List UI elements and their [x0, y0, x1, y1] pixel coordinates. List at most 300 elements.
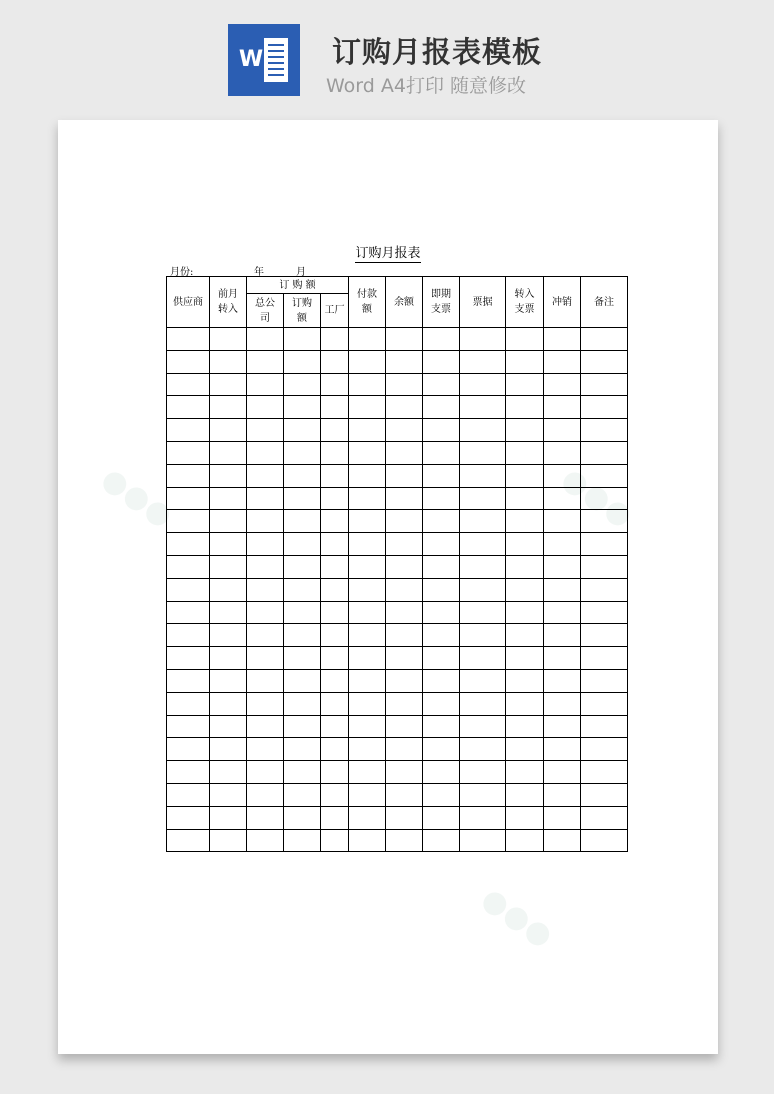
watermark: ●●●: [555, 460, 640, 535]
table-cell[interactable]: [247, 419, 284, 442]
table-cell[interactable]: [581, 555, 628, 578]
table-row: [167, 441, 628, 464]
table-cell[interactable]: [386, 669, 423, 692]
table-cell[interactable]: [349, 419, 386, 442]
table-cell[interactable]: [506, 419, 544, 442]
table-cell[interactable]: [506, 624, 544, 647]
table-cell[interactable]: [349, 647, 386, 670]
table-cell[interactable]: [247, 601, 284, 624]
table-cell[interactable]: [247, 692, 284, 715]
table-cell[interactable]: [423, 692, 460, 715]
table-cell[interactable]: [423, 464, 460, 487]
table-cell[interactable]: [247, 350, 284, 373]
table-cell[interactable]: [460, 487, 506, 510]
table-cell[interactable]: [581, 669, 628, 692]
table-cell[interactable]: [581, 624, 628, 647]
table-cell[interactable]: [506, 510, 544, 533]
table-cell[interactable]: [210, 692, 247, 715]
table-cell[interactable]: [321, 761, 349, 784]
table-cell[interactable]: [210, 624, 247, 647]
table-cell[interactable]: [349, 510, 386, 533]
table-cell[interactable]: [321, 328, 349, 351]
table-cell[interactable]: [284, 419, 321, 442]
table-cell[interactable]: [284, 487, 321, 510]
table-cell[interactable]: [167, 669, 210, 692]
table-cell[interactable]: [349, 441, 386, 464]
table-cell[interactable]: [544, 487, 581, 510]
table-row: [167, 601, 628, 624]
table-cell[interactable]: [460, 806, 506, 829]
table-cell[interactable]: [423, 783, 460, 806]
table-cell[interactable]: [321, 487, 349, 510]
table-cell[interactable]: [386, 578, 423, 601]
table-cell[interactable]: [460, 647, 506, 670]
table-cell[interactable]: [210, 601, 247, 624]
table-cell[interactable]: [284, 738, 321, 761]
table-cell[interactable]: [284, 350, 321, 373]
table-cell[interactable]: [386, 738, 423, 761]
col-remarks: 备注: [581, 277, 628, 328]
table-cell[interactable]: [210, 806, 247, 829]
table-cell[interactable]: [460, 692, 506, 715]
table-cell[interactable]: [460, 533, 506, 556]
table-cell[interactable]: [460, 783, 506, 806]
table-cell[interactable]: [386, 328, 423, 351]
table-cell[interactable]: [460, 738, 506, 761]
table-cell[interactable]: [506, 829, 544, 852]
table-cell[interactable]: [284, 373, 321, 396]
table-cell[interactable]: [167, 419, 210, 442]
table-cell[interactable]: [460, 555, 506, 578]
table-cell[interactable]: [321, 692, 349, 715]
table-cell[interactable]: [167, 715, 210, 738]
table-cell[interactable]: [544, 829, 581, 852]
table-cell[interactable]: [321, 464, 349, 487]
table-cell[interactable]: [423, 829, 460, 852]
table-cell[interactable]: [544, 647, 581, 670]
table-cell[interactable]: [167, 441, 210, 464]
table-cell[interactable]: [423, 373, 460, 396]
table-cell[interactable]: [210, 738, 247, 761]
table-cell[interactable]: [506, 738, 544, 761]
table-cell[interactable]: [581, 829, 628, 852]
table-cell[interactable]: [321, 738, 349, 761]
table-cell[interactable]: [247, 441, 284, 464]
table-cell[interactable]: [167, 624, 210, 647]
table-cell[interactable]: [581, 533, 628, 556]
table-cell[interactable]: [544, 396, 581, 419]
table-cell[interactable]: [581, 783, 628, 806]
col-head-office: 总公 司: [247, 294, 284, 328]
table-cell[interactable]: [423, 533, 460, 556]
table-cell[interactable]: [386, 692, 423, 715]
table-cell[interactable]: [386, 464, 423, 487]
table-cell[interactable]: [544, 555, 581, 578]
table-cell[interactable]: [460, 669, 506, 692]
watermark: ●●●: [95, 460, 180, 535]
table-cell[interactable]: [506, 692, 544, 715]
table-cell[interactable]: [386, 624, 423, 647]
table-cell[interactable]: [349, 715, 386, 738]
table-cell[interactable]: [581, 373, 628, 396]
table-row: [167, 647, 628, 670]
table-cell[interactable]: [581, 487, 628, 510]
table-cell[interactable]: [460, 624, 506, 647]
table-cell[interactable]: [506, 783, 544, 806]
table-cell[interactable]: [423, 555, 460, 578]
table-cell[interactable]: [581, 715, 628, 738]
table-cell[interactable]: [386, 601, 423, 624]
table-cell[interactable]: [423, 350, 460, 373]
table-cell[interactable]: [247, 829, 284, 852]
table-cell[interactable]: [423, 510, 460, 533]
table-cell[interactable]: [321, 647, 349, 670]
table-cell[interactable]: [544, 783, 581, 806]
table-cell[interactable]: [386, 487, 423, 510]
table-cell[interactable]: [544, 692, 581, 715]
table-cell[interactable]: [386, 419, 423, 442]
table-row: [167, 350, 628, 373]
table-cell[interactable]: [167, 373, 210, 396]
table-cell[interactable]: [167, 578, 210, 601]
table-cell[interactable]: [460, 761, 506, 784]
table-cell[interactable]: [210, 419, 247, 442]
table-cell[interactable]: [247, 487, 284, 510]
table-cell[interactable]: [167, 647, 210, 670]
table-cell[interactable]: [460, 578, 506, 601]
table-cell[interactable]: [247, 510, 284, 533]
table-cell[interactable]: [247, 761, 284, 784]
table-cell[interactable]: [210, 715, 247, 738]
table-cell[interactable]: [167, 464, 210, 487]
table-cell[interactable]: [321, 806, 349, 829]
table-cell[interactable]: [460, 829, 506, 852]
table-cell[interactable]: [247, 647, 284, 670]
table-cell[interactable]: [210, 761, 247, 784]
table-cell[interactable]: [423, 328, 460, 351]
table-cell[interactable]: [284, 578, 321, 601]
table-cell[interactable]: [321, 373, 349, 396]
table-cell[interactable]: [247, 555, 284, 578]
table-cell[interactable]: [284, 692, 321, 715]
table-cell[interactable]: [506, 761, 544, 784]
table-cell[interactable]: [210, 373, 247, 396]
table-row: [167, 510, 628, 533]
table-cell[interactable]: [581, 396, 628, 419]
table-cell[interactable]: [167, 533, 210, 556]
table-cell[interactable]: [321, 783, 349, 806]
table-cell[interactable]: [349, 806, 386, 829]
table-cell[interactable]: [321, 419, 349, 442]
table-cell[interactable]: [544, 328, 581, 351]
table-cell[interactable]: [423, 601, 460, 624]
table-cell[interactable]: [167, 738, 210, 761]
table-cell[interactable]: [349, 464, 386, 487]
table-cell[interactable]: [210, 328, 247, 351]
table-cell[interactable]: [210, 487, 247, 510]
table-cell[interactable]: [544, 624, 581, 647]
table-cell[interactable]: [506, 373, 544, 396]
table-cell[interactable]: [386, 350, 423, 373]
table-cell[interactable]: [581, 761, 628, 784]
table-cell[interactable]: [247, 624, 284, 647]
table-row: [167, 464, 628, 487]
table-cell[interactable]: [284, 533, 321, 556]
table-row: [167, 373, 628, 396]
table-cell[interactable]: [167, 783, 210, 806]
table-cell[interactable]: [247, 464, 284, 487]
table-cell[interactable]: [284, 464, 321, 487]
table-cell[interactable]: [321, 510, 349, 533]
table-cell[interactable]: [506, 350, 544, 373]
table-cell[interactable]: [349, 487, 386, 510]
table-cell[interactable]: [284, 647, 321, 670]
table-cell[interactable]: [210, 441, 247, 464]
table-cell[interactable]: [423, 647, 460, 670]
table-cell[interactable]: [167, 396, 210, 419]
table-cell[interactable]: [460, 396, 506, 419]
table-row: [167, 555, 628, 578]
table-cell[interactable]: [284, 715, 321, 738]
table-cell[interactable]: [321, 578, 349, 601]
table-cell[interactable]: [349, 396, 386, 419]
table-cell[interactable]: [284, 396, 321, 419]
table-cell[interactable]: [386, 783, 423, 806]
table-cell[interactable]: [581, 464, 628, 487]
table-cell[interactable]: [423, 806, 460, 829]
table-cell[interactable]: [581, 647, 628, 670]
table-cell[interactable]: [581, 738, 628, 761]
table-cell[interactable]: [506, 533, 544, 556]
table-cell[interactable]: [506, 464, 544, 487]
table-cell[interactable]: [544, 533, 581, 556]
table-cell[interactable]: [581, 350, 628, 373]
table-cell[interactable]: [544, 350, 581, 373]
table-cell[interactable]: [506, 715, 544, 738]
table-cell[interactable]: [386, 761, 423, 784]
table-cell[interactable]: [386, 647, 423, 670]
table-cell[interactable]: [544, 738, 581, 761]
table-cell[interactable]: [506, 806, 544, 829]
table-cell[interactable]: [460, 510, 506, 533]
table-cell[interactable]: [210, 510, 247, 533]
table-cell[interactable]: [386, 715, 423, 738]
col-supplier: 供应商: [167, 277, 210, 328]
table-cell[interactable]: [349, 601, 386, 624]
table-cell[interactable]: [386, 373, 423, 396]
table-cell[interactable]: [460, 601, 506, 624]
table-cell[interactable]: [167, 487, 210, 510]
table-cell[interactable]: [210, 647, 247, 670]
table-cell[interactable]: [386, 510, 423, 533]
table-cell[interactable]: [210, 669, 247, 692]
table-cell[interactable]: [321, 533, 349, 556]
table-cell[interactable]: [167, 829, 210, 852]
word-app-icon: [228, 24, 300, 96]
table-cell[interactable]: [210, 396, 247, 419]
table-cell[interactable]: [506, 396, 544, 419]
table-cell[interactable]: [247, 396, 284, 419]
table-cell[interactable]: [386, 806, 423, 829]
table-cell[interactable]: [544, 510, 581, 533]
table-cell[interactable]: [544, 601, 581, 624]
table-cell[interactable]: [210, 533, 247, 556]
table-row: [167, 533, 628, 556]
table-cell[interactable]: [386, 441, 423, 464]
col-payment: 付款 额: [349, 277, 386, 328]
table-cell[interactable]: [167, 601, 210, 624]
table-cell[interactable]: [506, 487, 544, 510]
table-row: [167, 396, 628, 419]
table-cell[interactable]: [247, 533, 284, 556]
table-cell[interactable]: [506, 601, 544, 624]
table-cell[interactable]: [321, 350, 349, 373]
table-cell[interactable]: [167, 761, 210, 784]
table-cell[interactable]: [423, 624, 460, 647]
table-cell[interactable]: [506, 647, 544, 670]
table-cell[interactable]: [210, 555, 247, 578]
col-balance: 余额: [386, 277, 423, 328]
table-cell[interactable]: [349, 783, 386, 806]
table-cell[interactable]: [284, 555, 321, 578]
table-cell[interactable]: [349, 350, 386, 373]
table-cell[interactable]: [423, 715, 460, 738]
table-cell[interactable]: [386, 396, 423, 419]
table-cell[interactable]: [210, 350, 247, 373]
table-cell[interactable]: [247, 715, 284, 738]
table-cell[interactable]: [460, 350, 506, 373]
table-cell[interactable]: [460, 441, 506, 464]
table-cell[interactable]: [544, 761, 581, 784]
table-cell[interactable]: [349, 555, 386, 578]
table-cell[interactable]: [210, 829, 247, 852]
table-cell[interactable]: [321, 441, 349, 464]
table-cell[interactable]: [247, 738, 284, 761]
table-cell[interactable]: [349, 533, 386, 556]
table-cell[interactable]: [423, 487, 460, 510]
table-cell[interactable]: [210, 783, 247, 806]
table-cell[interactable]: [349, 669, 386, 692]
table-cell[interactable]: [284, 761, 321, 784]
table-cell[interactable]: [247, 328, 284, 351]
col-due-check: 即期 支票: [423, 277, 460, 328]
table-cell[interactable]: [506, 669, 544, 692]
table-cell[interactable]: [321, 396, 349, 419]
table-cell[interactable]: [321, 715, 349, 738]
table-cell[interactable]: [386, 533, 423, 556]
table-cell[interactable]: [506, 578, 544, 601]
table-cell[interactable]: [284, 669, 321, 692]
table-cell[interactable]: [349, 738, 386, 761]
document-icon: [264, 38, 288, 82]
table-cell[interactable]: [167, 510, 210, 533]
table-cell[interactable]: [284, 624, 321, 647]
table-cell[interactable]: [167, 555, 210, 578]
table-cell[interactable]: [321, 624, 349, 647]
table-cell[interactable]: [284, 510, 321, 533]
table-cell[interactable]: [581, 578, 628, 601]
table-cell[interactable]: [544, 464, 581, 487]
table-cell[interactable]: [321, 555, 349, 578]
table-cell[interactable]: [544, 715, 581, 738]
table-cell[interactable]: [423, 578, 460, 601]
table-cell[interactable]: [460, 419, 506, 442]
table-cell[interactable]: [167, 350, 210, 373]
table-row: [167, 669, 628, 692]
table-cell[interactable]: [423, 738, 460, 761]
table-cell[interactable]: [284, 441, 321, 464]
table-cell[interactable]: [506, 555, 544, 578]
table-cell[interactable]: [581, 692, 628, 715]
table-cell[interactable]: [544, 669, 581, 692]
table-cell[interactable]: [167, 692, 210, 715]
table-cell[interactable]: [386, 829, 423, 852]
table-cell[interactable]: [247, 783, 284, 806]
table-cell[interactable]: [167, 328, 210, 351]
table-cell[interactable]: [423, 419, 460, 442]
table-cell[interactable]: [247, 373, 284, 396]
table-cell[interactable]: [284, 783, 321, 806]
table-cell[interactable]: [581, 328, 628, 351]
table-cell[interactable]: [349, 578, 386, 601]
table-cell[interactable]: [210, 578, 247, 601]
table-cell[interactable]: [460, 715, 506, 738]
table-cell[interactable]: [423, 441, 460, 464]
table-cell[interactable]: [284, 328, 321, 351]
table-cell[interactable]: [321, 669, 349, 692]
table-cell[interactable]: [544, 419, 581, 442]
table-cell[interactable]: [167, 806, 210, 829]
table-cell[interactable]: [247, 669, 284, 692]
table-cell[interactable]: [544, 578, 581, 601]
table-cell[interactable]: [506, 328, 544, 351]
table-cell[interactable]: [349, 829, 386, 852]
table-cell[interactable]: [321, 601, 349, 624]
table-row: [167, 829, 628, 852]
table-cell[interactable]: [349, 373, 386, 396]
table-cell[interactable]: [284, 601, 321, 624]
table-cell[interactable]: [506, 441, 544, 464]
table-cell[interactable]: [284, 829, 321, 852]
table-cell[interactable]: [544, 441, 581, 464]
table-cell[interactable]: [544, 806, 581, 829]
table-cell[interactable]: [349, 328, 386, 351]
table-cell[interactable]: [423, 396, 460, 419]
table-cell[interactable]: [460, 464, 506, 487]
table-cell[interactable]: [423, 761, 460, 784]
table-cell[interactable]: [349, 692, 386, 715]
table-cell[interactable]: [581, 510, 628, 533]
table-cell[interactable]: [581, 806, 628, 829]
table-cell[interactable]: [321, 829, 349, 852]
table-cell[interactable]: [210, 464, 247, 487]
table-cell[interactable]: [460, 373, 506, 396]
col-order-sub: 订购 额: [284, 294, 321, 328]
table-cell[interactable]: [247, 578, 284, 601]
table-cell[interactable]: [284, 806, 321, 829]
table-row: [167, 738, 628, 761]
table-cell[interactable]: [460, 328, 506, 351]
table-cell[interactable]: [247, 806, 284, 829]
table-cell[interactable]: [581, 419, 628, 442]
table-cell[interactable]: [581, 441, 628, 464]
table-cell[interactable]: [423, 669, 460, 692]
table-cell[interactable]: [581, 601, 628, 624]
table-cell[interactable]: [544, 373, 581, 396]
table-cell[interactable]: [349, 624, 386, 647]
table-cell[interactable]: [386, 555, 423, 578]
table-cell[interactable]: [349, 761, 386, 784]
